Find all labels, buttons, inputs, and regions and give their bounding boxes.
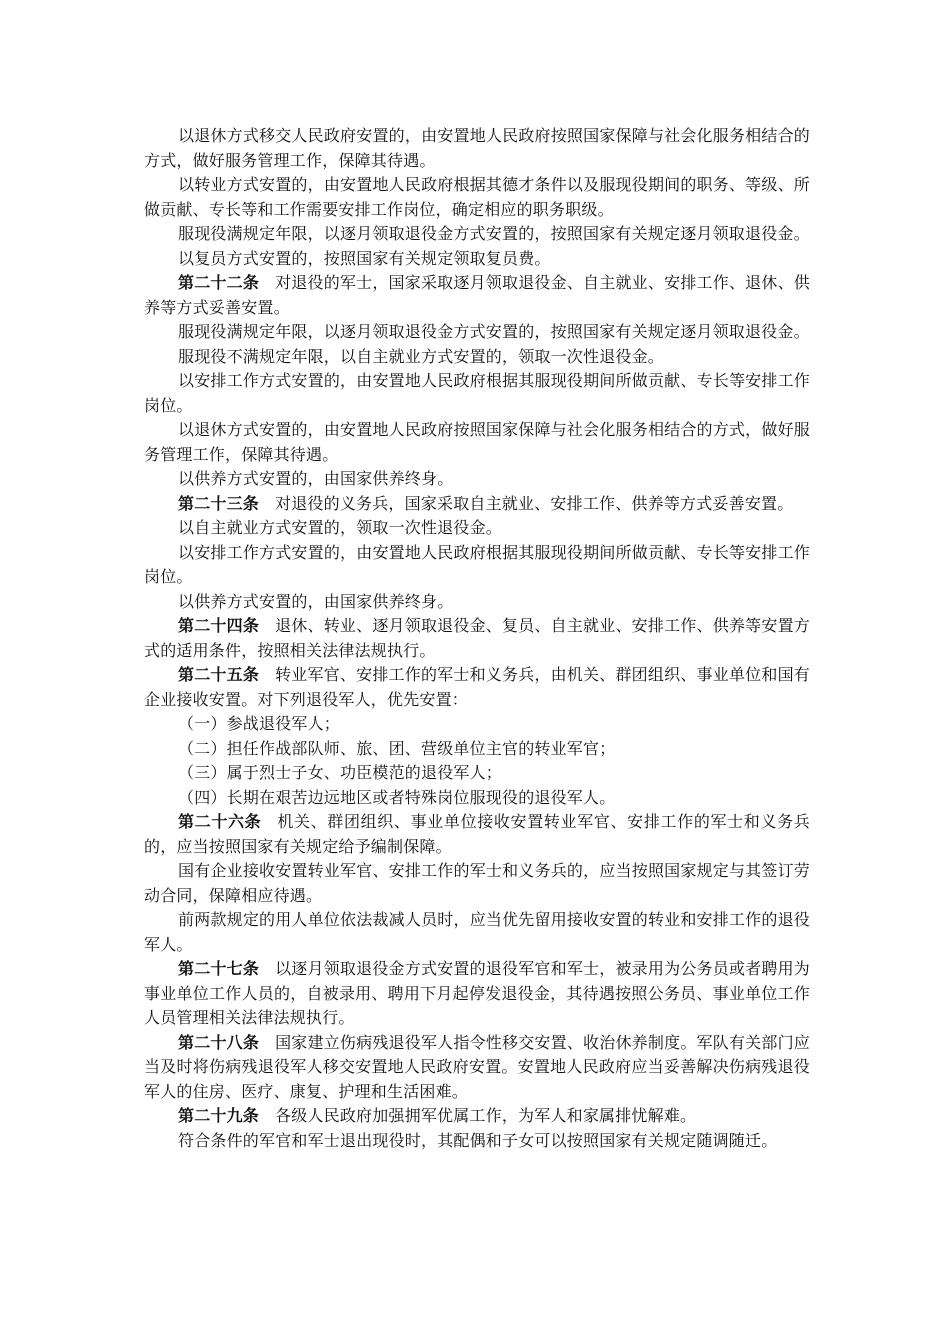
paragraph-3: [144, 222, 810, 247]
paragraph-text: 国家建立伤病残退役军人指令性移交安置、收治休养制度。军队有关部门应当及时将伤病残退役军人移交安置地人民政府安置。安置地人民政府应当妥善解决伤病残退役军人的住房、医疗、康复、护理和生活困难。: [144, 1032, 810, 1101]
paragraph-text: 机关、群团组织、事业单位接收安置转业军官、安排工作的军士和义务兵的，应当按照国家有关规定给予编制保障。: [144, 812, 810, 856]
paragraph-text: 转业军官、安排工作的军士和义务兵，由机关、群团组织、事业单位和国有企业接收安置。对下列退役军人，优先安置：: [144, 665, 810, 709]
paragraph-text: （一）参战退役军人；: [178, 714, 341, 733]
article-23: [144, 492, 810, 517]
paragraph-13: [144, 541, 810, 590]
article-24: [144, 614, 810, 663]
article-heading: 第二十二条: [178, 273, 260, 292]
article-25: [144, 663, 810, 712]
article-heading: 第二十四条: [178, 616, 260, 635]
paragraph-9: [144, 418, 810, 467]
paragraph-text: 以自主就业方式安置的，领取一次性退役金。: [178, 518, 503, 537]
paragraph-22: [144, 859, 810, 908]
paragraph-text: 以安排工作方式安置的，由安置地人民政府根据其服现役期间所做贡献、专长等安排工作岗位。: [144, 371, 810, 415]
paragraph-text: 退休、转业、逐月领取退役金、复员、自主就业、安排工作、供养等安置方式的适用条件，按照相关法律法规执行。: [144, 616, 810, 660]
article-heading: 第二十九条: [178, 1106, 260, 1125]
paragraph-text: 前两款规定的用人单位依法裁减人员时，应当优先留用接收安置的转业和安排工作的退役军人。: [144, 910, 810, 954]
paragraph-text: 以转业方式安置的，由安置地人民政府根据其德才条件以及服现役期间的职务、等级、所做贡献、专长等和工作需要安排工作岗位，确定相应的职务职级。: [144, 175, 810, 219]
paragraph-text: 以复员方式安置的，按照国家有关规定领取复员费。: [178, 248, 551, 268]
paragraph-text: （三）属于烈士子女、功臣模范的退役军人；: [178, 763, 503, 782]
paragraph-10: [144, 467, 810, 492]
list-item-1: [144, 712, 810, 737]
list-item-3: [144, 761, 810, 786]
paragraph-text: 对退役的军士，国家采取逐月领取退役金、自主就业、安排工作、退休、供养等方式妥善安置。: [144, 273, 810, 317]
paragraph-text: （四）长期在艰苦边远地区或者特殊岗位服现役的退役军人。: [178, 787, 616, 807]
article-22: [144, 271, 810, 320]
list-item-2: [144, 737, 810, 762]
article-heading: 第二十七条: [178, 959, 260, 978]
article-26: [144, 810, 810, 859]
article-heading: 第二十五条: [178, 665, 260, 684]
article-28: [144, 1031, 810, 1105]
document-body: [144, 124, 810, 1153]
list-item-4: [144, 786, 810, 811]
paragraph-text: 以供养方式安置的，由国家供养终身。: [178, 469, 454, 488]
paragraph-text: 以退休方式安置的，由安置地人民政府按照国家保障与社会化服务相结合的方式，做好服务管理工作，保障其待遇。: [144, 420, 810, 464]
paragraph-text: 以供养方式安置的，由国家供养终身。: [178, 591, 454, 611]
paragraph-text: 以逐月领取退役金方式安置的退役军官和军士，被录用为公务员或者聘用为事业单位工作人员的，自被录用、聘用下月起停发退役金，其待遇按照公务员、事业单位工作人员管理相关法律法规执行。: [144, 959, 810, 1027]
paragraph-4: [144, 247, 810, 272]
paragraph-text: 以退休方式移交人民政府安置的，由安置地人民政府按照国家保障与社会化服务相结合的方式，做好服务管理工作，保障其待遇。: [144, 126, 810, 170]
paragraph-6: [144, 320, 810, 345]
article-27: [144, 957, 810, 1031]
paragraph-text: 服现役满规定年限，以逐月领取退役金方式安置的，按照国家有关规定逐月领取退役金。: [178, 322, 810, 341]
paragraph-text: （二）担任作战部队师、旅、团、营级单位主官的转业军官；: [178, 738, 616, 758]
paragraph-text: 各级人民政府加强拥军优属工作，为军人和家属排忧解难。: [275, 1106, 697, 1125]
paragraph-text: 以安排工作方式安置的，由安置地人民政府根据其服现役期间所做贡献、专长等安排工作岗位。: [144, 542, 810, 586]
paragraph-2: [144, 173, 810, 222]
paragraph-text: 对退役的义务兵，国家采取自主就业、安排工作、供养等方式妥善安置。: [275, 493, 794, 513]
article-29: [144, 1104, 810, 1129]
paragraph-27: [144, 1129, 810, 1154]
paragraph-7: [144, 345, 810, 370]
paragraph-text: 符合条件的军官和军士退出现役时，其配偶和子女可以按照国家有关规定随调随迁。: [178, 1130, 778, 1150]
paragraph-8: [144, 369, 810, 418]
article-heading: 第二十三条: [178, 493, 260, 513]
paragraph-text: 服现役满规定年限，以逐月领取退役金方式安置的，按照国家有关规定逐月领取退役金。: [178, 224, 810, 243]
article-heading: 第二十八条: [178, 1032, 260, 1052]
paragraph-23: [144, 908, 810, 957]
paragraph-12: [144, 516, 810, 541]
paragraph-1: [144, 124, 810, 173]
paragraph-text: 服现役不满规定年限，以自主就业方式安置的，领取一次性退役金。: [178, 346, 665, 366]
paragraph-text: 国有企业接收安置转业军官、安排工作的军士和义务兵的，应当按照国家规定与其签订劳动合同，保障相应待遇。: [144, 861, 810, 905]
paragraph-14: [144, 590, 810, 615]
article-heading: 第二十六条: [178, 812, 262, 831]
